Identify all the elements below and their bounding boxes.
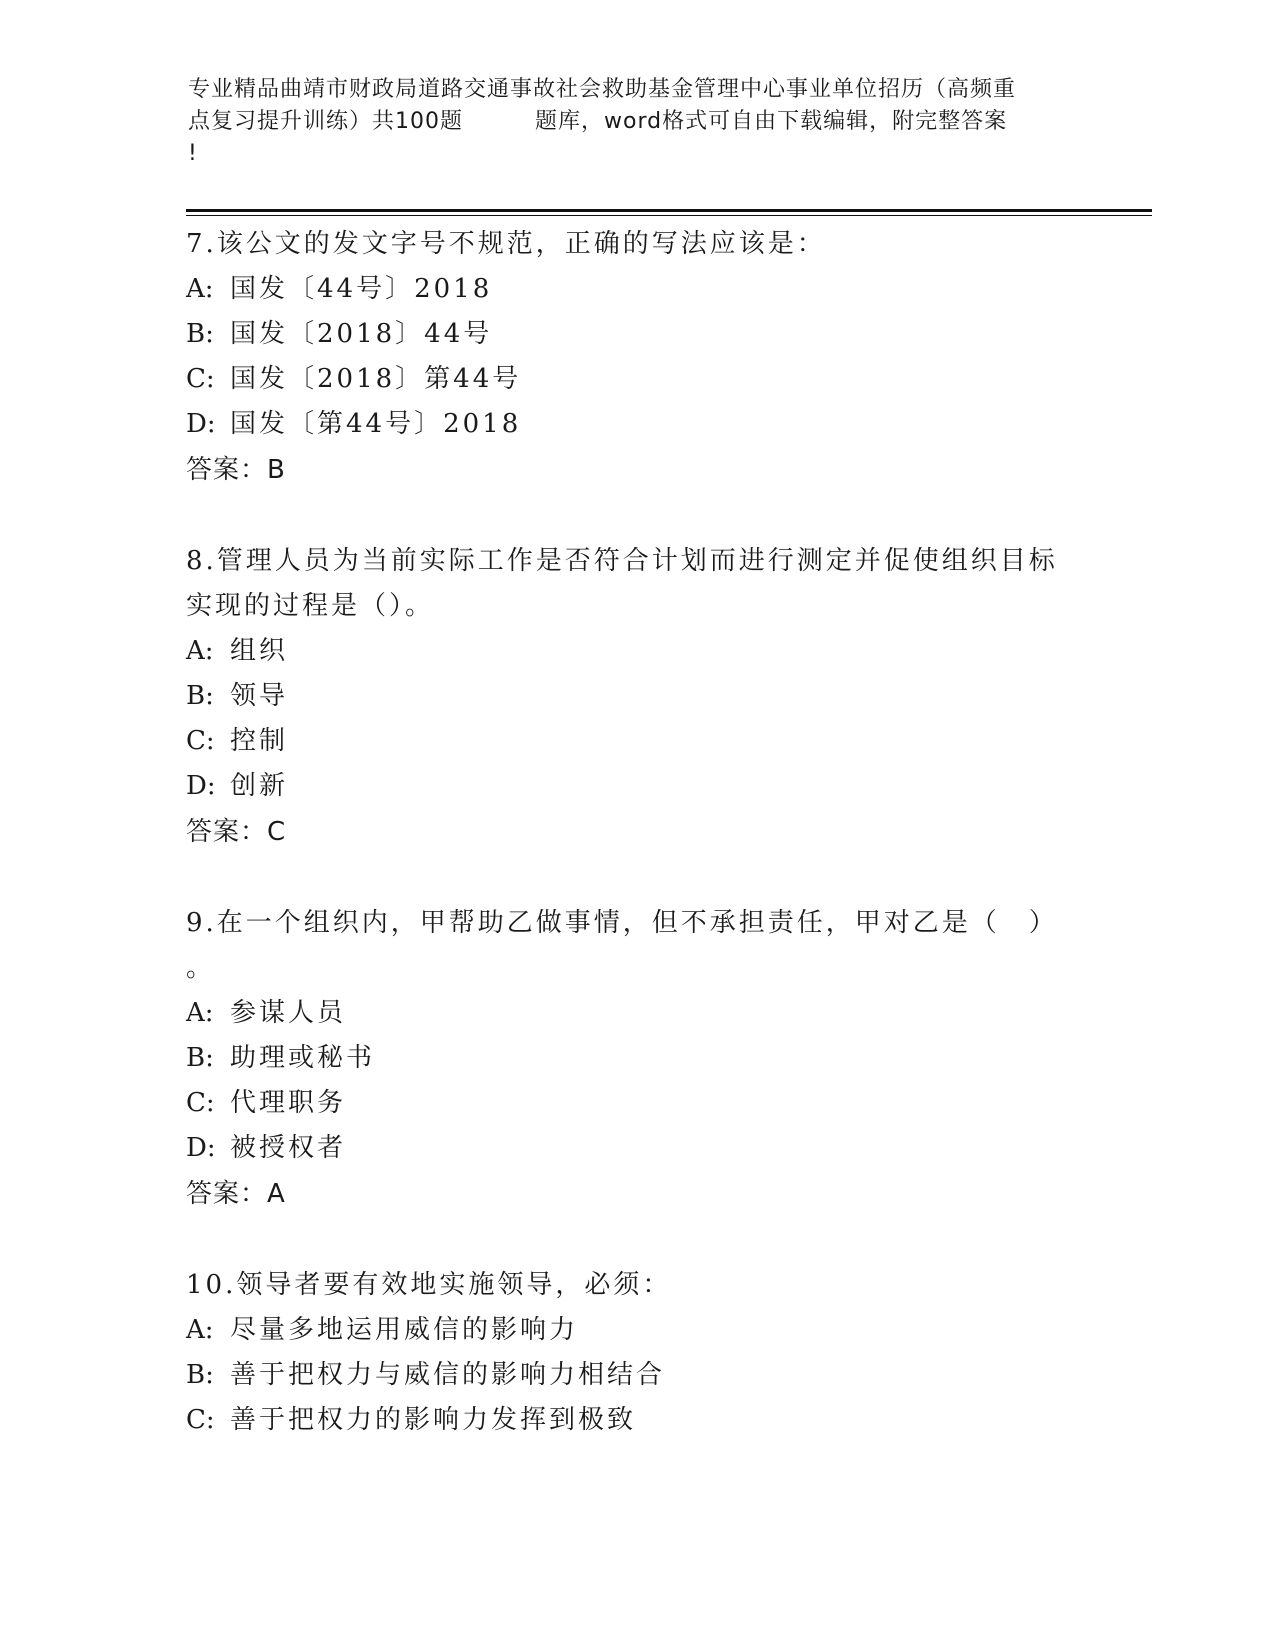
option-b xyxy=(186,1036,1106,1081)
option-label: C: xyxy=(186,364,215,394)
question-10 xyxy=(186,1263,1106,1443)
header-line-2-part-a: 点复习提升训练）共100题 xyxy=(188,109,463,134)
option-text: 参谋人员 xyxy=(230,998,347,1028)
option-text: 组织 xyxy=(230,636,289,666)
option-text: 被授权者 xyxy=(230,1133,347,1163)
option-b xyxy=(186,674,1106,719)
header-line-2-part-b: 题库，word格式可自由下载编辑，附完整答案 xyxy=(535,109,1008,134)
answer-prefix: 答案： xyxy=(186,1179,268,1209)
option-label: A: xyxy=(186,274,214,304)
option-label: B: xyxy=(186,681,214,711)
question-list xyxy=(186,222,1106,1443)
option-label: A: xyxy=(186,1315,214,1345)
question-text-line: 7.该公文的发文字号不规范，正确的写法应该是： xyxy=(186,229,826,259)
option-c xyxy=(186,719,1106,764)
question-text-line: 9.在一个组织内，甲帮助乙做事情，但不承担责任，甲对乙是（ ） xyxy=(186,908,1058,938)
question-8 xyxy=(186,539,1106,856)
option-a xyxy=(186,1308,1106,1353)
option-text: 善于把权力与威信的影响力相结合 xyxy=(230,1360,666,1390)
question-text xyxy=(186,1263,1106,1308)
document-header xyxy=(188,74,1088,170)
option-d xyxy=(186,402,1106,447)
header-line-3: ! xyxy=(188,141,198,166)
option-label: B: xyxy=(186,1360,214,1390)
option-text: 助理或秘书 xyxy=(230,1043,376,1073)
option-text: 代理职务 xyxy=(230,1088,347,1118)
option-label: D: xyxy=(186,771,216,801)
option-text: 领导 xyxy=(230,681,289,711)
option-label: D: xyxy=(186,1133,216,1163)
option-a xyxy=(186,629,1106,674)
header-divider-thick xyxy=(186,209,1152,212)
option-text: 国发〔2018〕44号 xyxy=(230,319,493,349)
question-text xyxy=(186,901,1106,991)
option-d xyxy=(186,764,1106,809)
question-9 xyxy=(186,901,1106,1218)
question-text-line: 10.领导者要有效地实施领导，必须： xyxy=(186,1270,672,1300)
question-text-line: 。 xyxy=(186,953,216,983)
option-d xyxy=(186,1126,1106,1171)
answer-line xyxy=(186,447,1106,494)
header-divider-thin xyxy=(186,215,1152,216)
question-text-line: 实现的过程是（）。 xyxy=(186,591,435,621)
header-line-1: 专业精品曲靖市财政局道路交通事故社会救助基金管理中心事业单位招历（高频重 xyxy=(188,77,1017,102)
answer-key: C xyxy=(267,817,287,847)
option-text: 尽量多地运用威信的影响力 xyxy=(230,1315,579,1345)
option-label: C: xyxy=(186,726,215,756)
option-text: 控制 xyxy=(230,726,289,756)
option-label: A: xyxy=(186,636,214,666)
header-line-2 xyxy=(188,106,1088,138)
option-c xyxy=(186,357,1106,402)
answer-prefix: 答案： xyxy=(186,455,268,485)
option-text: 国发〔44号〕2018 xyxy=(230,274,493,304)
option-a xyxy=(186,991,1106,1036)
option-a xyxy=(186,267,1106,312)
option-text: 创新 xyxy=(230,771,289,801)
question-7 xyxy=(186,222,1106,494)
option-label: B: xyxy=(186,319,214,349)
answer-line xyxy=(186,809,1106,856)
option-b xyxy=(186,1353,1106,1398)
option-label: C: xyxy=(186,1088,215,1118)
answer-line xyxy=(186,1171,1106,1218)
option-b xyxy=(186,312,1106,357)
answer-key: B xyxy=(267,455,286,485)
option-text: 国发〔第44号〕2018 xyxy=(230,409,522,439)
answer-prefix: 答案： xyxy=(186,817,268,847)
question-text xyxy=(186,539,1106,629)
option-label: A: xyxy=(186,998,214,1028)
option-text: 国发〔2018〕第44号 xyxy=(230,364,522,394)
option-label: C: xyxy=(186,1405,215,1435)
question-text-line: 8.管理人员为当前实际工作是否符合计划而进行测定并促使组织目标 xyxy=(186,546,1058,576)
option-c xyxy=(186,1398,1106,1443)
option-c xyxy=(186,1081,1106,1126)
option-text: 善于把权力的影响力发挥到极致 xyxy=(230,1405,637,1435)
option-label: B: xyxy=(186,1043,214,1073)
question-text xyxy=(186,222,1106,267)
answer-key: A xyxy=(267,1179,286,1209)
option-label: D: xyxy=(186,409,216,439)
